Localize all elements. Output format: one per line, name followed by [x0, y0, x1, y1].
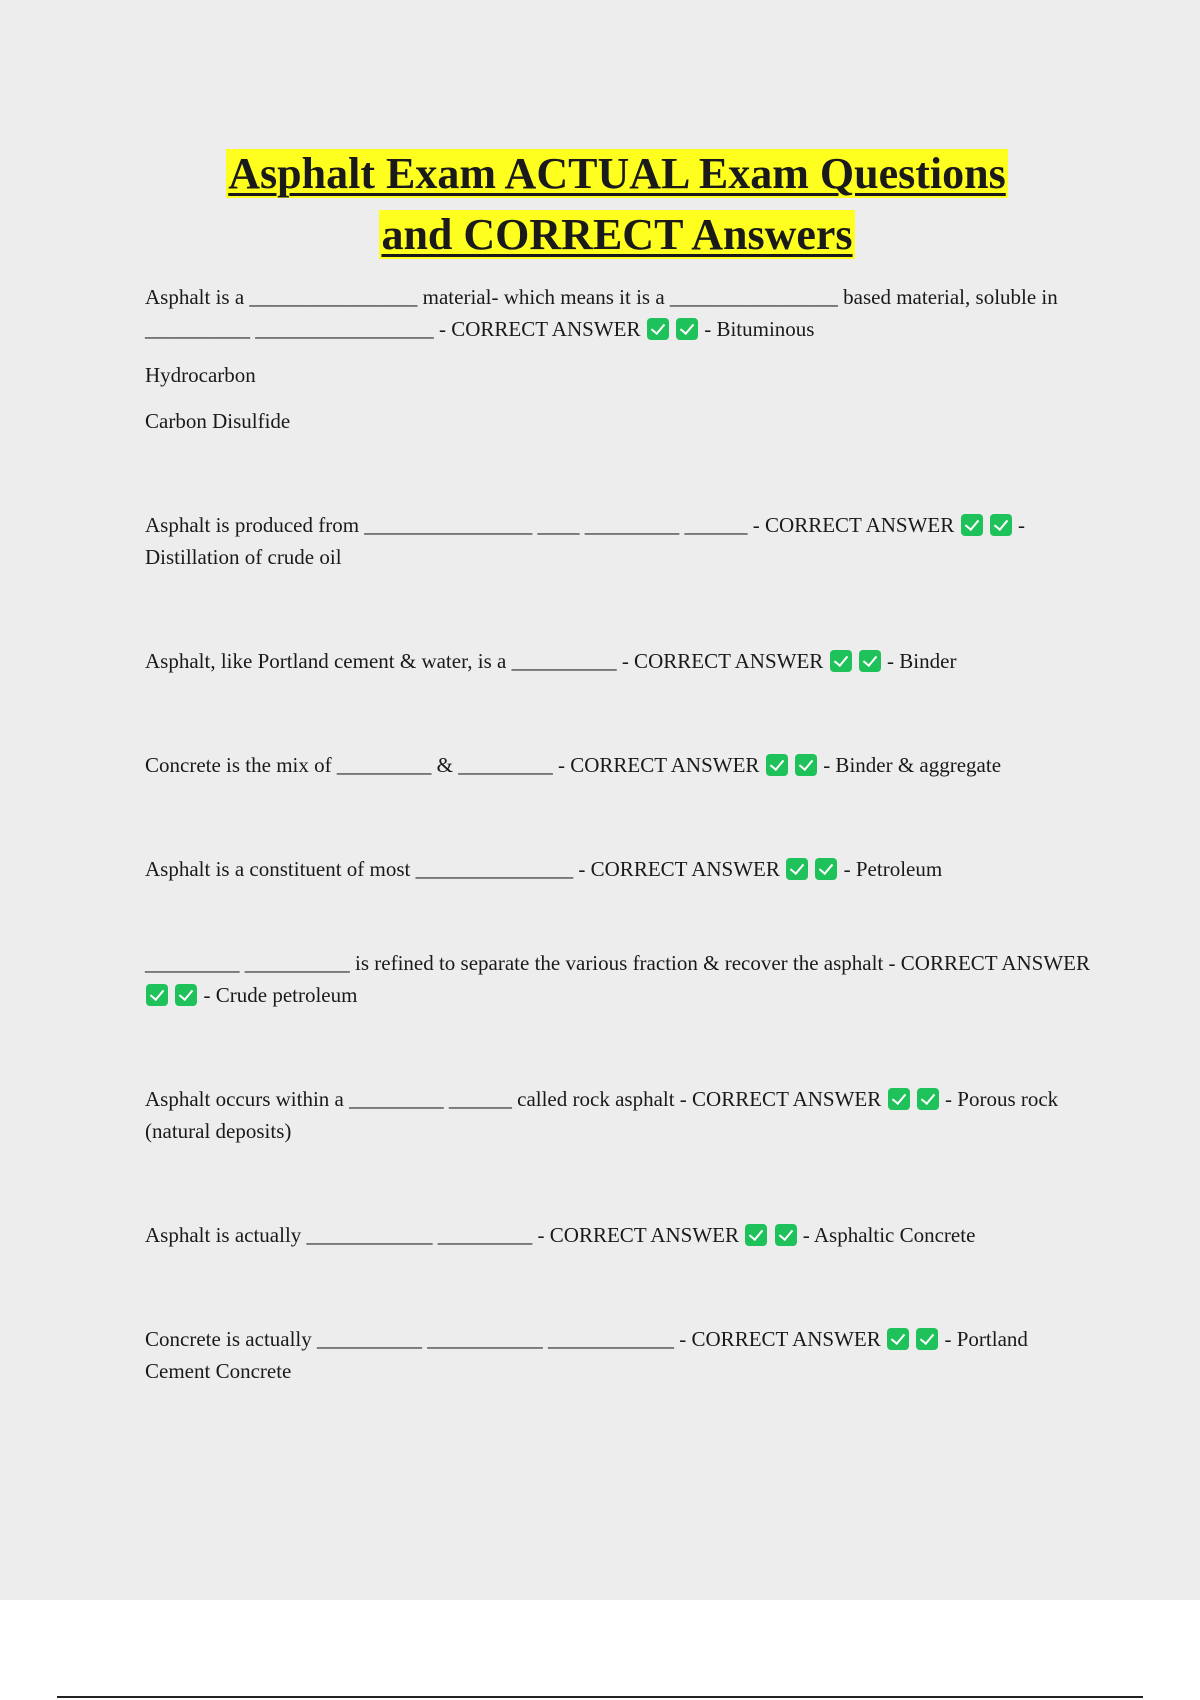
answer-text: Hydrocarbon — [145, 363, 256, 387]
answer-text: - Distillation of crude oil — [145, 513, 1026, 569]
question-text: Asphalt is produced from ________________ ____ _________ ______ - CORRECT ANSWER — [145, 513, 955, 537]
qa-item-2 — [145, 509, 1095, 573]
check-box-icon — [766, 754, 788, 776]
check-box-icon — [859, 650, 881, 672]
qa-item-1 — [145, 281, 1095, 437]
check-box-icon — [175, 984, 197, 1006]
answer-text: - Crude petroleum — [203, 983, 358, 1007]
check-box-icon — [676, 318, 698, 340]
check-box-icon — [795, 754, 817, 776]
answer-text: - Asphaltic Concrete — [802, 1223, 976, 1247]
qa-item-9 — [145, 1323, 1095, 1387]
question-text: Asphalt is a ________________ material- which means it is a ________________ based material, soluble in __________ _________________ - CORRECT ANSWER — [145, 285, 1058, 341]
title-line-2: and CORRECT Answers — [381, 210, 853, 259]
check-box-icon — [888, 1088, 910, 1110]
qa-text — [145, 281, 1095, 345]
check-box-icon — [916, 1328, 938, 1350]
footer-divider — [57, 1696, 1143, 1698]
check-box-icon — [146, 984, 168, 1006]
answer-text: Carbon Disulfide — [145, 409, 291, 433]
check-box-icon — [647, 318, 669, 340]
qa-item-8 — [145, 1219, 1095, 1251]
question-text: Asphalt, like Portland cement & water, is a __________ - CORRECT ANSWER — [145, 649, 824, 673]
check-box-icon — [887, 1328, 909, 1350]
qa-item-3 — [145, 645, 1095, 677]
check-box-icon — [775, 1224, 797, 1246]
document-title — [60, 143, 1174, 265]
qa-text — [145, 645, 1095, 677]
question-text: Asphalt is actually ____________ _________ - CORRECT ANSWER — [145, 1223, 740, 1247]
question-text: _________ __________ is refined to separate the various fraction & recover the asphalt - CORRECT ANSWER — [145, 951, 1090, 975]
check-box-icon — [961, 514, 983, 536]
question-text: Asphalt occurs within a _________ ______ called rock asphalt - CORRECT ANSWER — [145, 1087, 882, 1111]
qa-text — [145, 509, 1095, 573]
check-box-icon — [745, 1224, 767, 1246]
check-box-icon — [786, 858, 808, 880]
question-text: Concrete is actually __________ ___________ ____________ - CORRECT ANSWER — [145, 1327, 881, 1351]
check-box-icon — [917, 1088, 939, 1110]
qa-text — [145, 749, 1095, 781]
qa-text — [145, 1323, 1095, 1387]
qa-text — [145, 947, 1095, 1011]
answer-text: - Bituminous — [704, 317, 815, 341]
qa-text — [145, 1219, 1095, 1251]
check-box-icon — [815, 858, 837, 880]
title-line-1: Asphalt Exam ACTUAL Exam Questions — [228, 149, 1006, 198]
check-box-icon — [990, 514, 1012, 536]
check-box-icon — [830, 650, 852, 672]
question-text: Concrete is the mix of _________ & _________ - CORRECT ANSWER — [145, 753, 760, 777]
answer-text: - Binder & aggregate — [823, 753, 1002, 777]
answer-text: - Portland Cement Concrete — [145, 1327, 1028, 1383]
qa-item-4 — [145, 749, 1095, 781]
qa-text — [145, 853, 1095, 885]
qa-item-5 — [145, 853, 1095, 885]
answer-text: - Porous rock (natural deposits) — [145, 1087, 1059, 1143]
question-list — [145, 281, 1095, 1387]
qa-item-6 — [145, 947, 1095, 1011]
answer-text: - Petroleum — [843, 857, 943, 881]
qa-text — [145, 1083, 1095, 1147]
answer-text: - Binder — [887, 649, 957, 673]
question-text: Asphalt is a constituent of most _______________ - CORRECT ANSWER — [145, 857, 780, 881]
qa-item-7 — [145, 1083, 1095, 1147]
